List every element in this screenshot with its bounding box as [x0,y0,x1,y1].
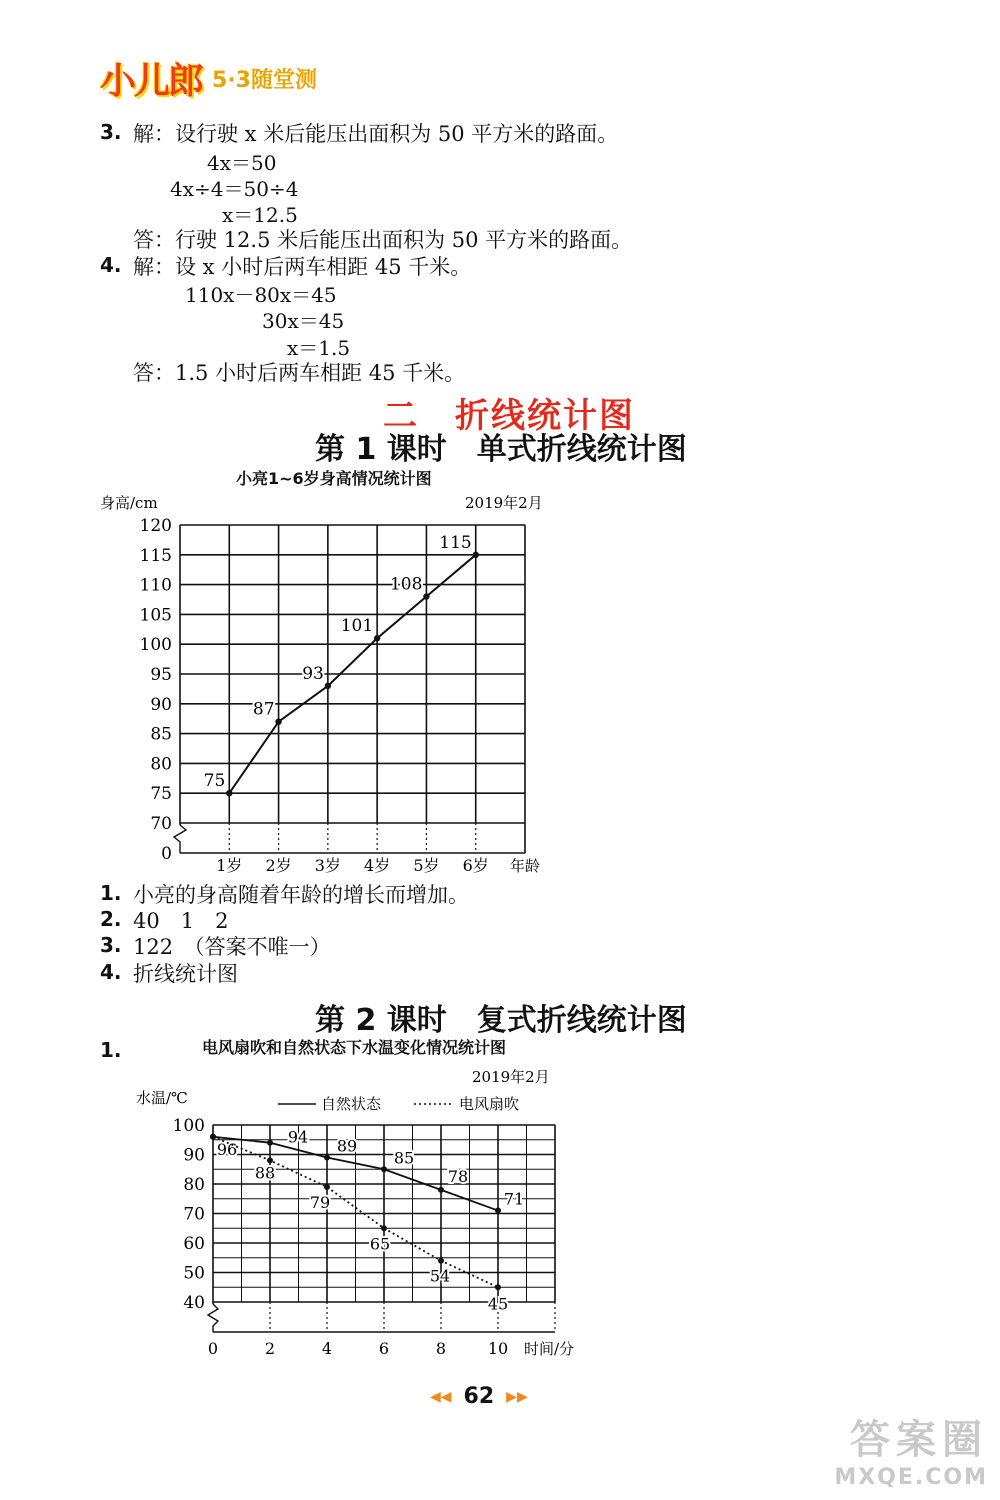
data-label: 75 [203,771,226,792]
data-point [381,1225,387,1231]
watermark-url: MXQE.COM [834,1465,988,1490]
x-tick-label: 2岁 [265,856,292,875]
y-tick-label: 60 [183,1234,205,1254]
y-tick-label: 100 [172,1116,205,1136]
y-axis-label: 水温/℃ [136,1089,188,1107]
answer-text: 折线统计图 [133,962,238,986]
data-point [423,593,429,599]
answer-text: 122 （答案不唯一） [133,935,331,959]
answer-number: 1. [100,881,122,905]
y-tick-label: 80 [150,754,172,775]
page-number: 62 [463,1384,495,1409]
data-label: 78 [447,1166,469,1186]
y-tick-label: 115 [139,545,172,566]
section-title: 二 折线统计图 [383,396,635,436]
y-tick-label: 70 [150,814,172,834]
x-tick-label: 5岁 [413,856,440,875]
x-tick-label: 6 [378,1339,390,1358]
prev-arrows-icon: ◀◀ [430,1388,452,1405]
data-label: 101 [340,616,374,637]
data-point [495,1208,501,1214]
y-tick-label: 90 [150,694,172,715]
data-label: 108 [389,574,423,595]
y-tick-label: 40 [183,1293,205,1313]
chart-date: 2019年2月 [472,1068,550,1086]
x-tick-label: 4岁 [364,856,391,875]
data-label: 85 [393,1148,415,1168]
chart-grid [174,525,525,853]
question-number: 3. [100,120,122,144]
data-point [438,1187,444,1193]
x-tick-label: 6岁 [462,856,489,875]
question-number: 4. [100,253,122,277]
data-label: 45 [487,1294,509,1314]
data-point [210,1134,216,1140]
height-line-chart [90,486,560,878]
y-tick-label: 75 [150,784,172,805]
equation-line: x＝12.5 [222,203,298,227]
chart-2-title: 电风扇吹和自然状态下水温变化情况统计图 [202,1038,507,1057]
data-label: 54 [429,1266,451,1286]
book-logo [100,56,317,100]
equation-line: 4x÷4＝50÷4 [170,177,299,201]
data-series [204,533,479,797]
y-tick-label: 110 [139,575,172,596]
solution-line: 解：设 x 小时后两车相距 45 千米。 [133,255,472,279]
data-point [325,683,331,689]
water-temperature-chart [130,1062,600,1362]
data-label: 89 [336,1136,358,1156]
data-point [275,718,281,724]
data-label: 115 [439,532,472,553]
y-tick-label: 100 [139,635,172,656]
data-label: 96 [216,1139,238,1159]
data-point [381,1166,387,1172]
answer-line: 答：行驶 12.5 米后能压出面积为 50 平方米的路面。 [133,228,633,252]
solution-line: 解：设行驶 x 米后能压出面积为 50 平方米的路面。 [133,122,619,146]
equation-line: 4x＝50 [207,151,277,175]
answer-number: 4. [100,960,122,984]
answer-text: 小亮的身高随着年龄的增长而增加。 [133,883,469,907]
data-point [438,1258,444,1264]
x-tick-label: 8 [435,1339,447,1358]
y-tick-label: 120 [139,516,172,536]
answer-number: 2. [100,907,122,931]
data-point [473,552,479,558]
logo-sub-text: 5·3随堂测 [212,67,317,93]
data-label: 79 [309,1192,331,1212]
axis-break-mark [208,1304,218,1332]
y-tick-label: 0 [161,844,172,864]
logo-main-text: 小儿郎 [100,60,203,102]
watermark-logo-text: 答案圈 [850,1417,988,1463]
x-tick-label: 4 [321,1339,333,1358]
equation-line: 30x＝45 [262,309,345,333]
data-point [324,1154,330,1160]
x-axis-label: 年龄 [510,857,541,875]
chart-date: 2019年2月 [465,494,543,512]
x-tick-label: 3岁 [314,856,341,875]
y-tick-label: 95 [150,665,172,685]
data-label: 93 [302,663,324,684]
page-footer [430,1384,528,1409]
y-axis-label: 身高/cm [100,494,158,512]
data-point [267,1140,273,1146]
x-tick-label: 10 [487,1339,509,1358]
chart-1-title: 小亮1~6岁身高情况统计图 [236,469,432,488]
watermark [834,1408,988,1490]
y-tick-label: 105 [139,605,172,626]
lesson-2-title: 第 2 课时 复式折线统计图 [315,1003,687,1038]
data-label: 65 [369,1234,391,1254]
x-axis-label: 时间/分 [524,1340,575,1358]
data-point [374,635,380,641]
x-tick-label: 2 [264,1339,276,1358]
y-tick-label: 85 [150,724,172,745]
x-tick-label: 0 [207,1339,219,1358]
equation-line: 110x－80x＝45 [185,283,337,307]
chart-legend [278,1095,519,1113]
y-tick-label: 80 [183,1175,205,1195]
data-label: 88 [254,1163,276,1183]
legend-label-natural: 自然状态 [321,1095,382,1113]
y-tick-label: 50 [183,1263,205,1284]
answer-line: 答：1.5 小时后两车相距 45 千米。 [133,361,466,385]
data-point [495,1284,501,1290]
next-arrows-icon: ▶▶ [506,1388,528,1405]
data-series [210,1128,524,1314]
answer-number: 3. [100,933,122,957]
equation-line: x＝1.5 [287,336,351,360]
lesson-1-title: 第 1 课时 单式折线统计图 [315,432,687,467]
data-point [226,790,232,796]
data-label: 71 [503,1189,525,1209]
answer-text: 40 1 2 [133,909,229,933]
data-point [324,1184,330,1190]
y-tick-label: 70 [183,1204,205,1225]
x-tick-label: 1岁 [216,856,243,875]
legend-label-fan: 电风扇吹 [459,1095,520,1113]
question-number: 1. [100,1038,122,1062]
y-tick-label: 90 [183,1145,205,1166]
data-label: 87 [252,699,275,720]
axis-break-mark [174,825,186,853]
data-label: 94 [287,1127,309,1147]
